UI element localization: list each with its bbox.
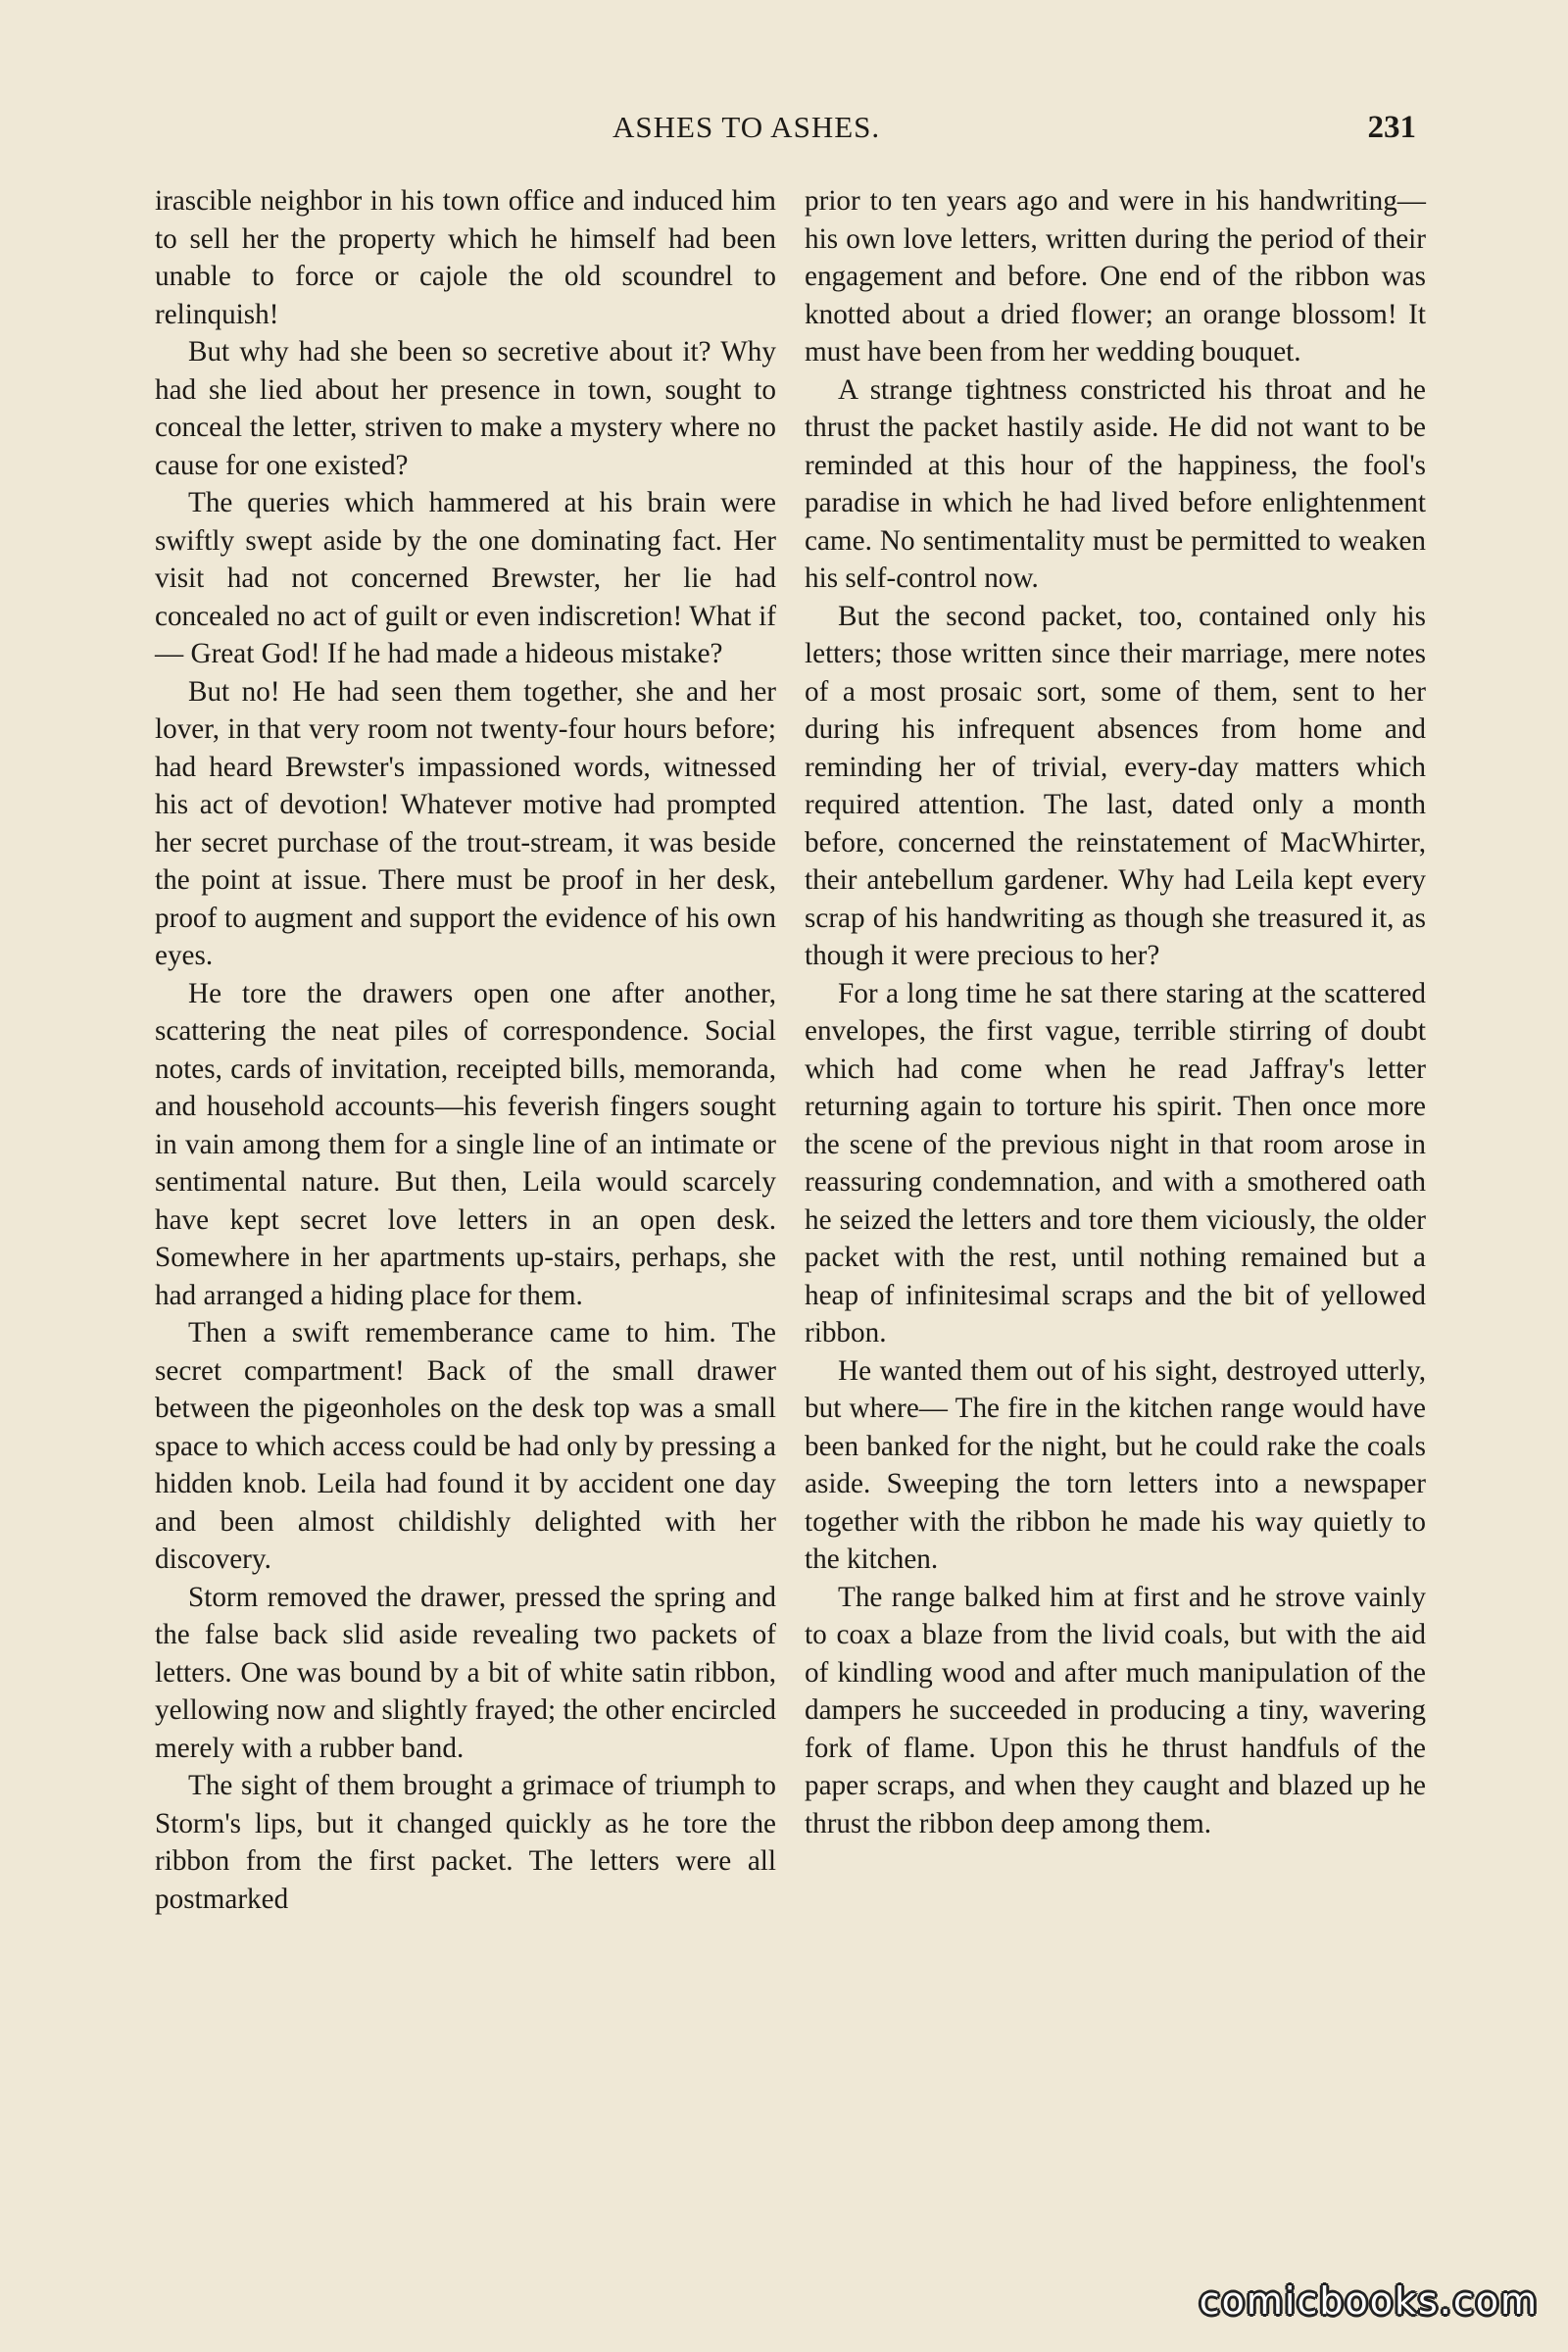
running-title: ASHES TO ASHES. — [612, 110, 881, 144]
paragraph: Then a swift rememberance came to him. The secret compartment! Back of the small drawer between the pigeonholes on the desk top was a small space to which access could be had only by pressing a hidden knob. Leila had found it by accident one day and been almost childishly delighted with her discovery. — [155, 1317, 776, 1575]
paragraph: The range balked him at first and he strove vainly to coax a blaze from the livid coals, but with the aid of kindling wood and after much manipulation of the dampers he succeeded in producing a tiny, wavering fork of flame. Upon this he thrust handfuls of the paper scraps, and when they caught and blazed up he thrust the ribbon deep among them. — [805, 1581, 1426, 1839]
paragraph: But why had she been so secretive about it? Why had she lied about her presence in town, sought to conceal the letter, striven to make a mystery where no cause for one existed? — [155, 336, 776, 481]
page-header — [612, 110, 1416, 159]
watermark: comicbooks.com — [1199, 2279, 1539, 2323]
paragraph: But no! He had seen them together, she and her lover, in that very room not twenty-four hours before; had heard Brewster's impassioned words, witnessed his act of devotion! Whatever motive had prompted her secret purchase of the trout-stream, it was beside the point at issue. There must be proof in her desk, proof to augment and support the evidence of his own eyes. — [155, 675, 776, 971]
text-column-left — [155, 182, 776, 1918]
paragraph: Storm removed the drawer, pressed the spring and the false back slid aside revealing two packets of letters. One was bound by a bit of white satin ribbon, yellowing now and slightly frayed; the other encircled merely with a rubber band. — [155, 1581, 776, 1764]
paragraph: But the second packet, too, contained only his letters; those written since their marriage, mere notes of a most prosaic sort, some of them, sent to her during his infrequent absences from home and reminding her of trivial, every-day matters which required attention. The last, dated only a month before, concerned the reinstatement of MacWhirter, their antebellum gardener. Why had Leila kept every scrap of his handwriting as though she treasured it, as though it were precious to her? — [805, 600, 1426, 971]
paragraph: The sight of them brought a grimace of triumph to Storm's lips, but it changed quickly as he tore the ribbon from the first packet. The letters were all postmarked — [155, 1770, 776, 1915]
paragraph: He tore the drawers open one after another, scattering the neat piles of correspondence. Social notes, cards of invitation, receipted bills, memoranda, and household accounts—his feverish fingers sought in vain among them for a single line of an intimate or sentimental nature. But then, Leila would scarcely have kept secret love letters in an open desk. Somewhere in her apartments up-stairs, perhaps, she had arranged a hiding place for them. — [155, 977, 776, 1311]
text-column-right — [805, 182, 1426, 1842]
paragraph: prior to ten years ago and were in his handwriting—his own love letters, written during the period of their engagement and before. One end of the ribbon was knotted about a dried flower; an orange blossom! It must have been from her wedding bouquet. — [805, 185, 1426, 368]
page-number: 231 — [1367, 110, 1416, 145]
paragraph: irascible neighbor in his town office and induced him to sell her the property which he himself had been unable to force or cajole the old scoundrel to relinquish! — [155, 185, 776, 330]
paragraph: He wanted them out of his sight, destroyed utterly, but where— The fire in the kitchen range would have been banked for the night, but he could rake the coals aside. Sweeping the torn letters into a newspaper together with the ribbon he made his way quietly to the kitchen. — [805, 1354, 1426, 1575]
paragraph: A strange tightness constricted his throat and he thrust the packet hastily aside. He did not want to be reminded at this hour of the happiness, the fool's paradise in which he had lived before enlightenment came. No sentimentality must be permitted to weaken his self-control now. — [805, 373, 1426, 594]
paragraph: The queries which hammered at his brain were swiftly swept aside by the one dominating fact. Her visit had not concerned Brewster, her lie had concealed no act of guilt or even indiscretion! What if— Great God! If he had made a hideous mistake? — [155, 487, 776, 669]
paragraph: For a long time he sat there staring at the scattered envelopes, the first vague, terrible stirring of doubt which had come when he read Jaffray's letter returning again to torture his spirit. Then once more the scene of the previous night in that room arose in reassuring condemnation, and with a smothered oath he seized the letters and tore them viciously, the older packet with the rest, until nothing remained but a heap of infinitesimal scraps and the bit of yellowed ribbon. — [805, 977, 1426, 1348]
